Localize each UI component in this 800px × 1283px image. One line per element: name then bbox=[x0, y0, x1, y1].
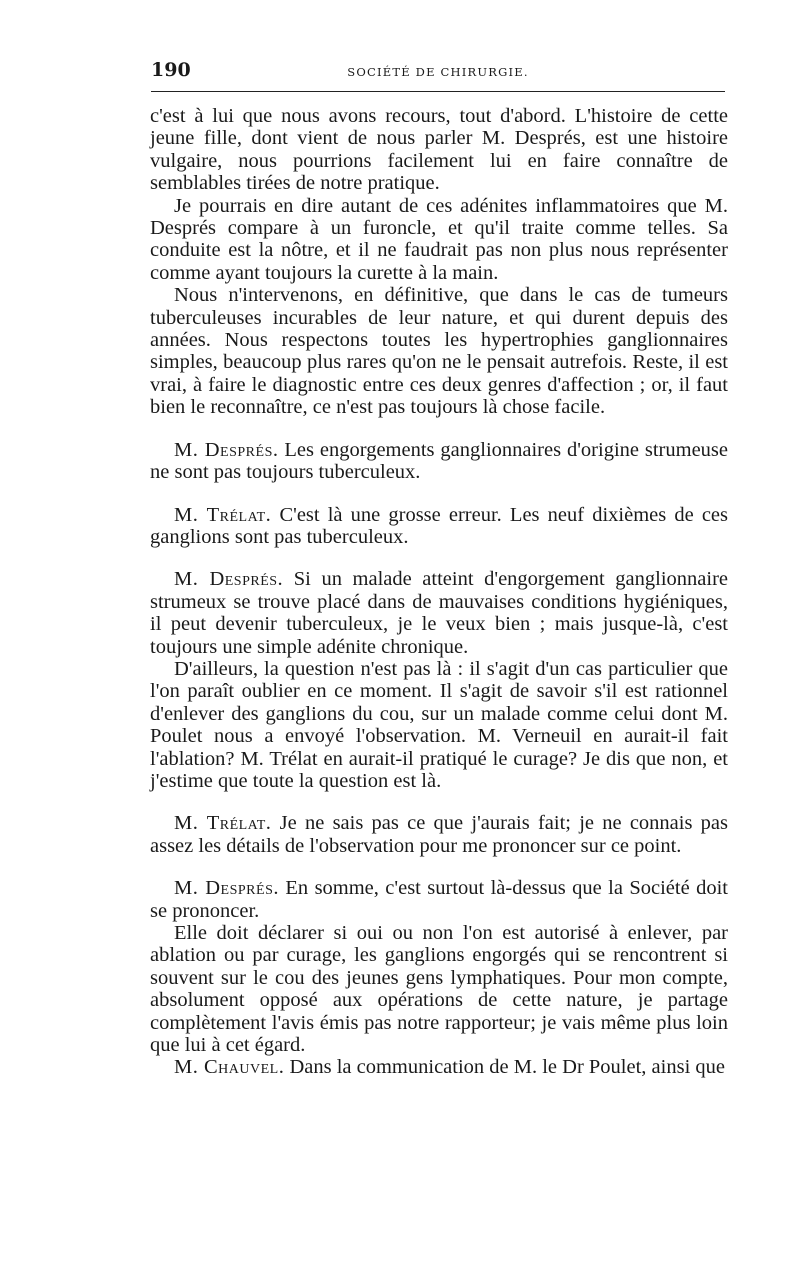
speaker-name: M. Trélat. bbox=[174, 503, 272, 526]
speaker-name: M. Després. bbox=[174, 877, 279, 900]
body-text bbox=[150, 105, 728, 1079]
speech-paragraph bbox=[150, 877, 728, 922]
paragraph-text: Si un malade atteint d'engorgement ganglionnaire strumeux se trouve placé dans de mauvaises conditions hygiéniques, il peut devenir tuberculeux, je le veux bien ; mais jusque-là, c'est toujours une simple adénite chronique. bbox=[150, 568, 729, 658]
paragraph-text: Nous n'intervenons, en définitive, que dans le cas de tumeurs tuberculeuses incurables de leur nature, et qui durent depuis des années. Nous respectons toutes les hypertrophies ganglionnaires simples, beaucoup plus rares qu'on ne le pensait autrefois. Reste, il est vrai, à faire le diagnostic entre ces deux genres d'affection ; or, il faut bien le reconnaître, ce n'est pas toujours là chose facile. bbox=[150, 284, 728, 419]
speech-paragraph bbox=[150, 504, 728, 549]
paragraph-text: C'est là une grosse erreur. Les neuf dixièmes de ces ganglions sont pas tuberculeux. bbox=[150, 503, 728, 548]
speaker-name: M. Després. bbox=[174, 438, 279, 461]
page-number: 190 bbox=[151, 59, 191, 81]
page-header bbox=[151, 55, 725, 92]
speech-paragraph bbox=[150, 568, 728, 658]
speech-paragraph bbox=[150, 812, 728, 857]
speaker-name: M. Trélat. bbox=[174, 812, 272, 835]
speech-paragraph bbox=[150, 1056, 728, 1078]
paragraph-text: Dans la communication de M. le Dr Poulet, ainsi que bbox=[289, 1056, 725, 1079]
paragraph bbox=[150, 284, 728, 418]
paragraph bbox=[150, 105, 728, 195]
paragraph-text: c'est à lui que nous avons recours, tout d'abord. L'histoire de cette jeune fille, dont vient de nous parler M. Després, est une histoire vulgaire, nous pourrions facilement lui en faire connaître de semblables tirées de notre pratique. bbox=[150, 105, 728, 195]
paragraph bbox=[150, 195, 728, 285]
paragraph bbox=[150, 922, 728, 1056]
paragraph-text: D'ailleurs, la question n'est pas là : il s'agit d'un cas particulier que l'on paraît oublier en ce moment. Il s'agit de savoir s'il est rationnel d'enlever des ganglions du cou, sur un malade comme celui dont M. Poulet nous a envoyé l'observation. M. Verneuil en aurait-il fait l'ablation? M. Trélat en aurait-il pratiqué le curage? Je dis que non, et j'estime que toute la question est là. bbox=[150, 657, 728, 792]
speech-paragraph bbox=[150, 439, 728, 484]
paragraph-text: Elle doit déclarer si oui ou non l'on est autorisé à enlever, par ablation ou par curage, les ganglions engorgés qui se rencontrent si souvent sur le cou des jeunes gens lymphatiques. Pour mon compte, absolument opposé aux opérations de cette nature, je partage complètement l'avis émis pas notre rapporteur; je vais même plus loin que lui à cet égard. bbox=[150, 922, 728, 1057]
paragraph bbox=[150, 658, 728, 792]
running-head: SOCIÉTÉ DE CHIRURGIE. bbox=[347, 65, 529, 79]
paragraph-text: En somme, c'est surtout là-dessus que la Société doit se prononcer. bbox=[150, 877, 728, 922]
speaker-name: M. Chauvel. bbox=[174, 1056, 285, 1079]
paragraph-text: Je ne sais pas ce que j'aurais fait; je ne connais pas assez les détails de l'observation pour me prononcer sur ce point. bbox=[150, 812, 729, 857]
paragraph-text: Je pourrais en dire autant de ces adénites inflammatoires que M. Després compare à un furoncle, et qu'il traite comme telles. Sa conduite est la nôtre, et il ne faudrait pas non plus nous représenter comme ayant toujours la curette à la main. bbox=[150, 194, 728, 284]
paragraph-text: Les engorgements ganglionnaires d'origine strumeuse ne sont pas toujours tuberculeux. bbox=[150, 438, 729, 484]
speaker-name: M. Després. bbox=[174, 568, 284, 591]
